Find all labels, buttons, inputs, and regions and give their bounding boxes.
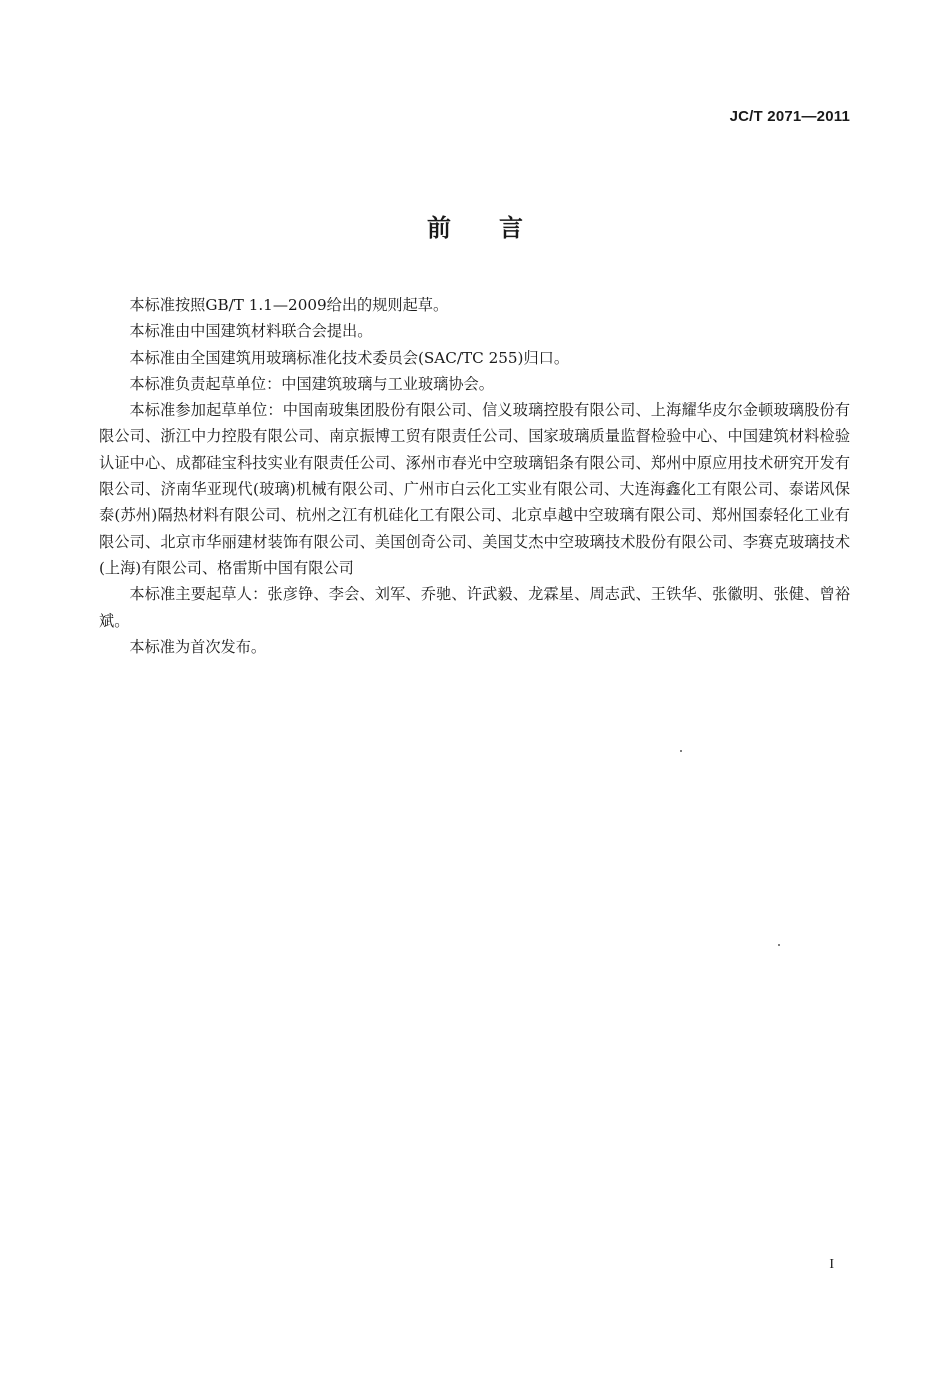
scan-speck [778,944,780,946]
scan-speck [680,750,682,752]
paragraph-drafting-rules: 本标准按照GB/T 1.1—2009给出的规则起草。 [129,296,449,314]
paragraph-participating-drafters: 本标准参加起草单位：中国南玻集团股份有限公司、信义玻璃控股有限公司、上海耀华皮尔金顿玻璃股份有限公司、浙江中力控股有限公司、南京振博工贸有限责任公司、国家玻璃质量监督检验中心、中国建筑材料检验认证中心、成都硅宝科技实业有限责任公司、涿州市春光中空玻璃铝条有限公司、郑州中原应用技术研究开发有限公司、济南华亚现代(玻璃)机械有限公司、广州市白云化工实业有限公司、大连海鑫化工有限公司、泰诺风保泰(苏州)隔热材料有限公司、杭州之江有机硅化工有限公司、北京卓越中空玻璃有限公司、郑州国泰轻化工业有限公司、北京市华丽建材装饰有限公司、美国创奇公司、美国艾杰中空玻璃技术股份有限公司、李赛克玻璃技术(上海)有限公司、格雷斯中国有限公司 [99,401,850,577]
paragraph-administered-by: 本标准由全国建筑用玻璃标准化技术委员会(SAC/TC 255)归口。 [129,348,570,367]
page-number: I [829,1257,834,1272]
paragraph-first-release: 本标准为首次发布。 [129,637,267,656]
paragraph-main-drafters: 本标准主要起草人：张彦铮、李会、刘军、乔驰、许武毅、龙霖星、周志武、王铁华、张徽明、张健、曾裕斌。 [99,585,850,630]
paragraph-responsible-drafter: 本标准负责起草单位：中国建筑玻璃与工业玻璃协会。 [129,374,494,393]
foreword-body [99,292,850,660]
standard-code: JC/T 2071—2011 [729,108,850,125]
page-title: 前言 [427,214,571,242]
paragraph-proposed-by: 本标准由中国建筑材料联合会提出。 [129,322,373,341]
